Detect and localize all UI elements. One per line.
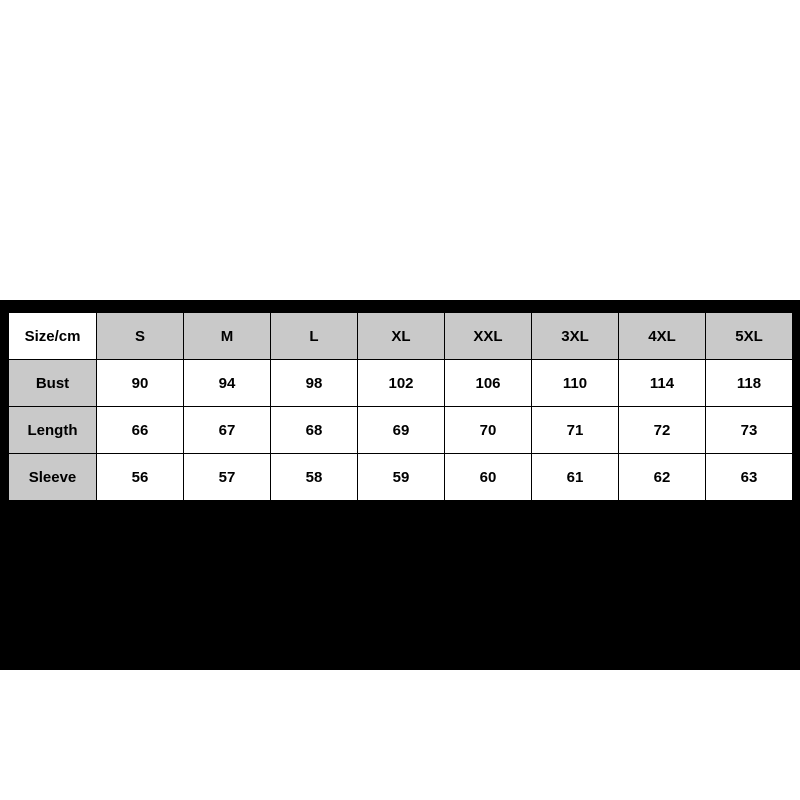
column-header-m: M — [184, 313, 271, 360]
column-header-s: S — [97, 313, 184, 360]
cell-sleeve-m: 57 — [184, 454, 271, 501]
table-row — [9, 360, 793, 407]
size-table — [8, 312, 793, 501]
row-label-length: Length — [9, 407, 97, 454]
cell-sleeve-xxl: 60 — [445, 454, 532, 501]
cell-length-3xl: 71 — [532, 407, 619, 454]
table-corner-label: Size/cm — [9, 313, 97, 360]
cell-sleeve-3xl: 61 — [532, 454, 619, 501]
cell-length-xxl: 70 — [445, 407, 532, 454]
cell-bust-m: 94 — [184, 360, 271, 407]
row-label-bust: Bust — [9, 360, 97, 407]
table-row — [9, 454, 793, 501]
table-header-row — [9, 313, 793, 360]
column-header-l: L — [271, 313, 358, 360]
column-header-4xl: 4XL — [619, 313, 706, 360]
cell-sleeve-5xl: 63 — [706, 454, 793, 501]
cell-bust-xl: 102 — [358, 360, 445, 407]
cell-sleeve-l: 58 — [271, 454, 358, 501]
column-header-xl: XL — [358, 313, 445, 360]
cell-sleeve-xl: 59 — [358, 454, 445, 501]
column-header-3xl: 3XL — [532, 313, 619, 360]
cell-length-4xl: 72 — [619, 407, 706, 454]
row-label-sleeve: Sleeve — [9, 454, 97, 501]
cell-sleeve-4xl: 62 — [619, 454, 706, 501]
cell-length-m: 67 — [184, 407, 271, 454]
cell-bust-s: 90 — [97, 360, 184, 407]
column-header-5xl: 5XL — [706, 313, 793, 360]
cell-length-s: 66 — [97, 407, 184, 454]
cell-length-5xl: 73 — [706, 407, 793, 454]
size-table-container — [8, 312, 792, 501]
cell-length-l: 68 — [271, 407, 358, 454]
cell-bust-3xl: 110 — [532, 360, 619, 407]
cell-bust-5xl: 118 — [706, 360, 793, 407]
cell-sleeve-s: 56 — [97, 454, 184, 501]
table-row — [9, 407, 793, 454]
cell-bust-4xl: 114 — [619, 360, 706, 407]
cell-bust-xxl: 106 — [445, 360, 532, 407]
column-header-xxl: XXL — [445, 313, 532, 360]
cell-bust-l: 98 — [271, 360, 358, 407]
cell-length-xl: 69 — [358, 407, 445, 454]
